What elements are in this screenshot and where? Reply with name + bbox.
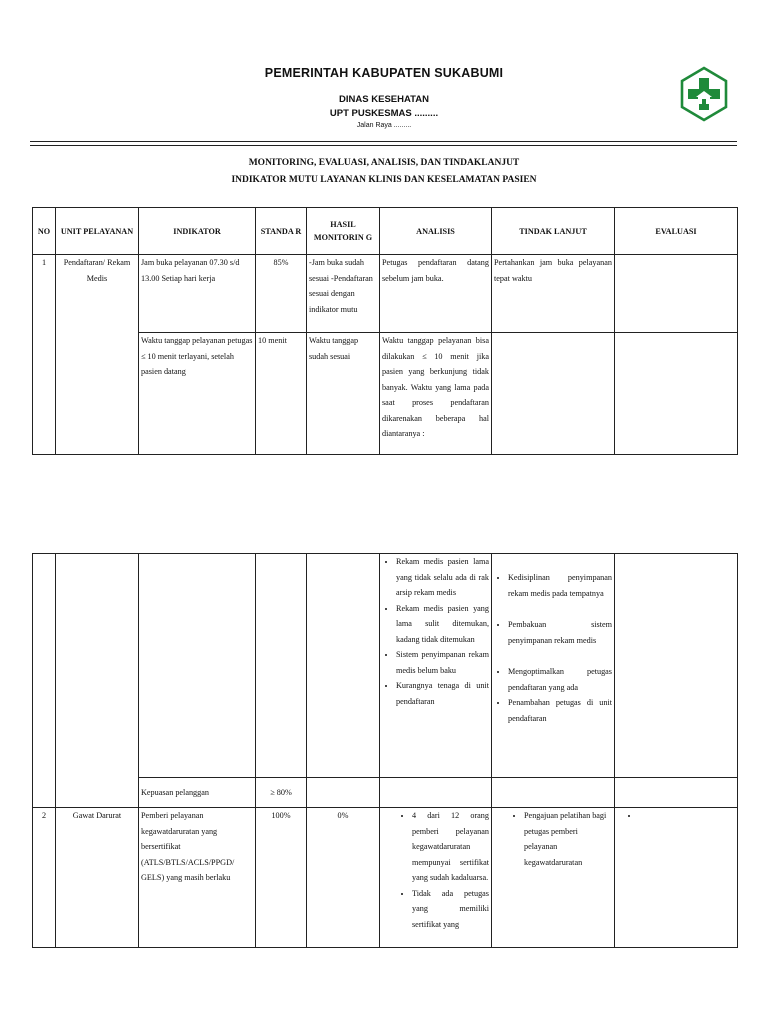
header-unit: UNIT PELAYANAN	[56, 208, 139, 255]
table-row	[33, 554, 738, 778]
table-row	[33, 808, 738, 948]
row1b-standar: 10 menit	[256, 333, 307, 455]
header-standar: STANDA R	[256, 208, 307, 255]
row1c-standar: ≥ 80%	[256, 778, 307, 808]
header-hasil: HASIL MONITORIN G	[307, 208, 380, 255]
list-item: • Pengajuan pelatihan bagi petugas pemberi pelayanan kegawatdaruratan	[524, 808, 612, 870]
list-item: • Rekam medis pasien lama yang tidak selalu ada di rak arsip rekam medis	[396, 554, 489, 601]
row1-no-cont	[33, 554, 56, 808]
government-title: PEMERINTAH KABUPATEN SUKABUMI	[264, 66, 504, 80]
row1b-hasil-cont	[307, 554, 380, 778]
monitoring-table-part1	[32, 207, 738, 455]
row1a-evaluasi	[615, 255, 738, 333]
header-indikator: INDIKATOR	[139, 208, 256, 255]
row1b-tindak-points	[492, 554, 615, 778]
row2-analisis-points	[380, 808, 492, 948]
address-line: Jalan Raya .........	[356, 122, 412, 129]
row2-hasil: 0%	[307, 808, 380, 948]
row1-unit: Pendaftaran/ Rekam Medis	[56, 255, 139, 455]
table-header-row	[33, 208, 738, 255]
row1b-evaluasi-cont	[615, 554, 738, 778]
header-rule-thick	[30, 141, 737, 142]
table-row	[33, 333, 738, 455]
row1c-indikator: Kepuasan pelanggan	[139, 778, 256, 808]
puskesmas-logo-icon	[679, 66, 729, 122]
list-item	[639, 808, 735, 824]
row1a-standar: 85%	[256, 255, 307, 333]
list-item: • Pembakuan sistem penyimpanan rekam medis	[508, 617, 612, 648]
list-item: • Sistem penyimpanan rekam medis belum baku	[396, 647, 489, 678]
row1a-tindak-lanjut: Pertahankan jam buka pelayanan tepat waktu	[492, 255, 615, 333]
row1b-tindak-lanjut	[492, 333, 615, 455]
header-tindak-lanjut: TINDAK LANJUT	[492, 208, 615, 255]
row1b-indikator-cont	[139, 554, 256, 778]
row1c-hasil	[307, 778, 380, 808]
list-item: • Rekam medis pasien yang lama sulit ditemukan, kadang tidak ditemukan	[396, 601, 489, 648]
row1-no: 1	[33, 255, 56, 455]
row2-no: 2	[33, 808, 56, 948]
table-row	[33, 778, 738, 808]
row1a-hasil: -Jam buka sudah sesuai -Pendaftaran sesuai dengan indikator mutu	[307, 255, 380, 333]
header-no: NO	[33, 208, 56, 255]
row1b-analisis: Waktu tanggap pelayanan bisa dilakukan ≤ 10 menit jika pasien yang berkunjung tidak banyak. Waktu yang lama pada saat proses pendaftaran dikarenakan beberapa hal diantaranya :	[380, 333, 492, 455]
list-item: • 4 dari 12 orang pemberi pelayanan kegawatdaruratan mempunyai sertifikat yang sudah kadaluarsa.	[412, 808, 489, 886]
row1b-analisis-points	[380, 554, 492, 778]
document-title-line1: MONITORING, EVALUASI, ANALISIS, DAN TINDAKLANJUT	[248, 158, 520, 168]
row2-tindak-points	[492, 808, 615, 948]
row1b-evaluasi	[615, 333, 738, 455]
row2-indikator: Pemberi pelayanan kegawatdaruratan yang bersertifikat (ATLS/BTLS/ACLS/PPGD/ GELS) yang masih berlaku	[139, 808, 256, 948]
department-name: DINAS KESEHATAN	[339, 94, 429, 105]
list-item: • Kurangnya tenaga di unit pendaftaran	[396, 678, 489, 709]
row1a-analisis: Petugas pendaftaran datang sebelum jam buka.	[380, 255, 492, 333]
unit-name: UPT PUSKESMAS .........	[329, 108, 439, 119]
row2-unit: Gawat Darurat	[56, 808, 139, 948]
row2-evaluasi	[615, 808, 738, 948]
row1c-analisis	[380, 778, 492, 808]
list-item: • Tidak ada petugas yang memiliki sertifikat yang	[412, 886, 489, 933]
header-evaluasi: EVALUASI	[615, 208, 738, 255]
list-item: • Penambahan petugas di unit pendaftaran	[508, 695, 612, 726]
row1c-tindak-lanjut	[492, 778, 615, 808]
row1b-standar-cont	[256, 554, 307, 778]
monitoring-table-part2	[32, 553, 738, 948]
row1b-indikator: Waktu tanggap pelayanan petugas ≤ 10 menit terlayani, setelah pasien datang	[139, 333, 256, 455]
row1a-indikator: Jam buka pelayanan 07.30 s/d 13.00 Setiap hari kerja	[139, 255, 256, 333]
table-row	[33, 255, 738, 333]
row2-standar: 100%	[256, 808, 307, 948]
row1b-hasil: Waktu tanggap sudah sesuai	[307, 333, 380, 455]
document-title-line2: INDIKATOR MUTU LAYANAN KLINIS DAN KESELAMATAN PASIEN	[231, 175, 537, 185]
list-item: • Kedisiplinan penyimpanan rekam medis pada tempatnya	[508, 570, 612, 601]
header-rule-thin	[30, 145, 737, 146]
row1c-evaluasi	[615, 778, 738, 808]
header-analisis: ANALISIS	[380, 208, 492, 255]
row1-unit-cont	[56, 554, 139, 808]
list-item: • Mengoptimalkan petugas pendaftaran yang ada	[508, 664, 612, 695]
